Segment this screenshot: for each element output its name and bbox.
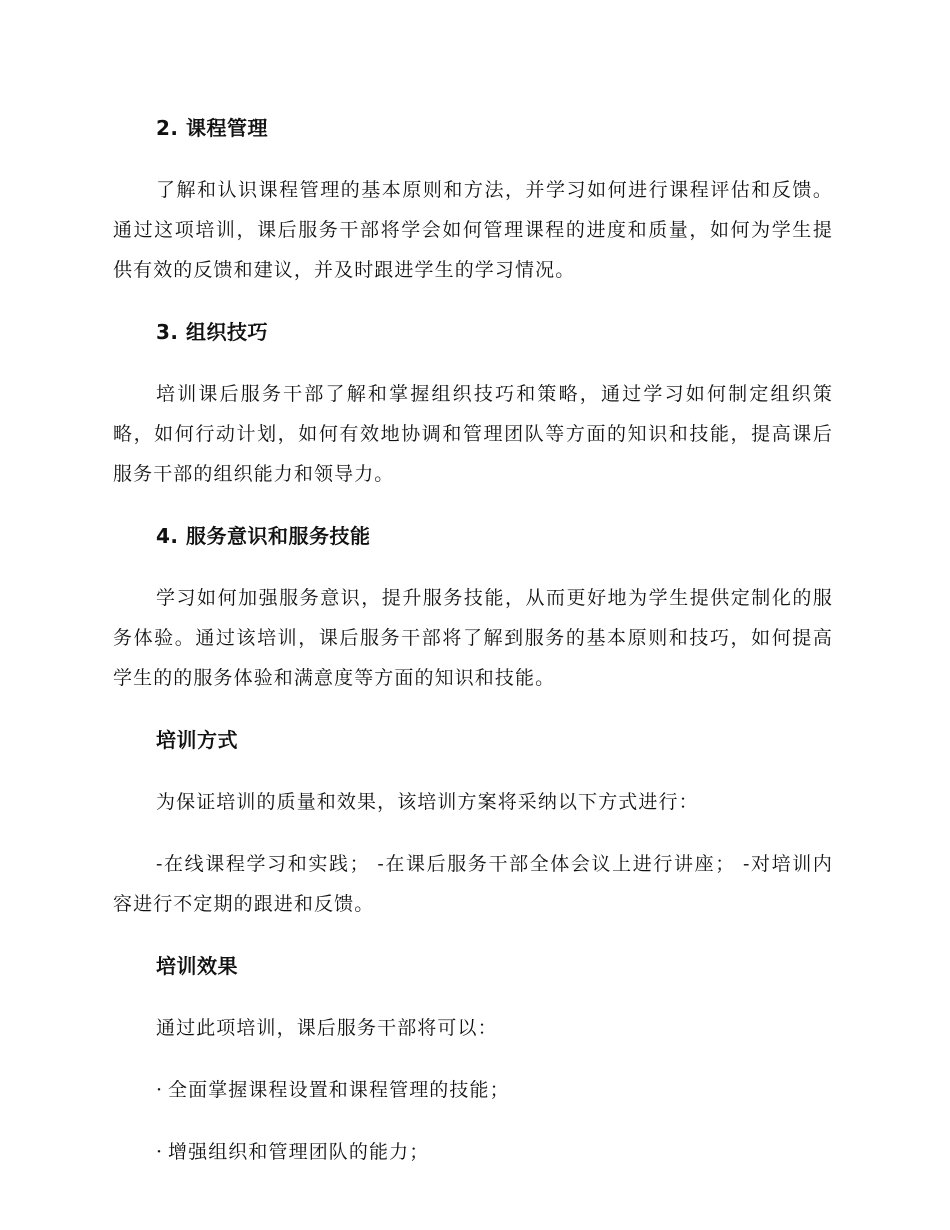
section-heading: 3. 组织技巧: [156, 320, 268, 344]
section-training-method: [113, 720, 833, 924]
section-course-management: [113, 108, 833, 290]
bullet-dot-icon: ·: [156, 1141, 164, 1163]
document-content: [113, 108, 833, 1194]
bullet-item: [113, 1132, 833, 1172]
bullet-dot-icon: ·: [156, 1079, 164, 1101]
section-paragraph: 为保证培训的质量和效果，该培训方案将采纳以下方式进行：: [156, 791, 699, 813]
section-organization-skills: [113, 312, 833, 494]
section-paragraph: 培训课后服务干部了解和掌握组织技巧和策略，通过学习如何制定组织策略，如何行动计划，如何有效地协调和管理团队等方面的知识和技能，提高课后服务干部的组织能力和领导力。: [113, 383, 833, 485]
bullet-item: [113, 1070, 833, 1110]
section-training-effect: [113, 946, 833, 1172]
bullet-text: 增强组织和管理团队的能力；: [168, 1141, 430, 1163]
section-paragraph: -在线课程学习和实践； -在课后服务干部全体会议上进行讲座； -对培训内容进行不定期的跟进和反馈。: [113, 853, 833, 915]
section-heading: 培训方式: [156, 728, 238, 752]
section-paragraph: 通过此项培训，课后服务干部将可以：: [156, 1017, 498, 1039]
section-service-awareness: [113, 516, 833, 698]
bullet-text: 全面掌握课程设置和课程管理的技能；: [168, 1079, 510, 1101]
section-heading: 4. 服务意识和服务技能: [156, 524, 371, 548]
section-paragraph: 学习如何加强服务意识，提升服务技能，从而更好地为学生提供定制化的服务体验。通过该培训，课后服务干部将了解到服务的基本原则和技巧，如何提高学生的的服务体验和满意度等方面的知识和技能。: [113, 587, 833, 689]
section-heading: 2. 课程管理: [156, 116, 268, 140]
section-paragraph: 了解和认识课程管理的基本原则和方法，并学习如何进行课程评估和反馈。通过这项培训，课后服务干部将学会如何管理课程的进度和质量，如何为学生提供有效的反馈和建议，并及时跟进学生的学习情况。: [113, 179, 833, 281]
section-heading: 培训效果: [156, 954, 238, 978]
